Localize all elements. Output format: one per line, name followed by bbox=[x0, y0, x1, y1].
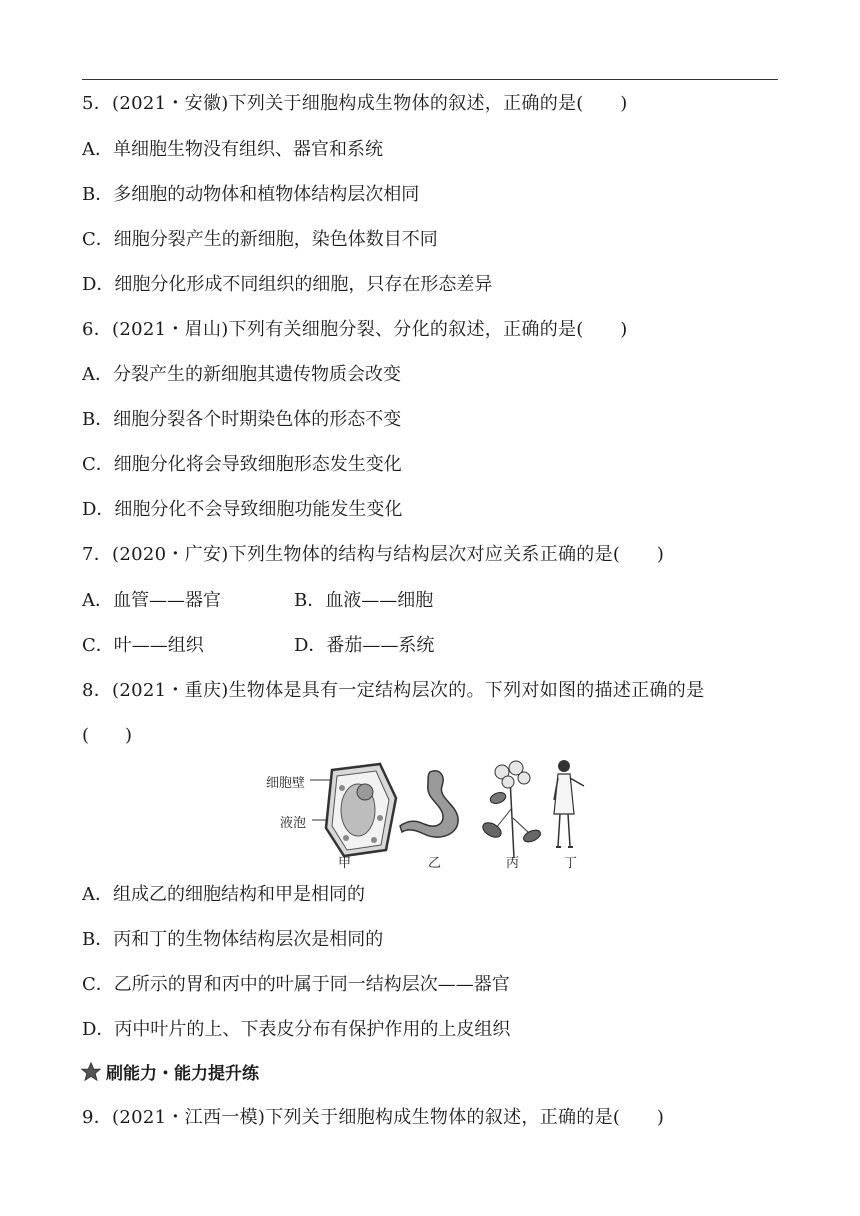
label-cell-wall: 细胞壁 bbox=[266, 776, 306, 791]
caption-bing: 丙 bbox=[506, 856, 520, 871]
q7-option-d: D．番茄——系统 bbox=[294, 635, 435, 656]
q5-stem: 5．(2021・安徽)下列关于细胞构成生物体的叙述，正确的是( ) bbox=[82, 93, 628, 114]
section-header bbox=[80, 1059, 259, 1084]
q7-option-b: B．血液——细胞 bbox=[294, 590, 434, 611]
top-rule bbox=[82, 79, 778, 80]
q7-stem: 7．(2020・广安)下列生物体的结构与结构层次对应关系正确的是( ) bbox=[82, 544, 665, 565]
q5-option-d: D．细胞分化形成不同组织的细胞，只存在形态差异 bbox=[82, 274, 493, 295]
q8-option-d: D．丙中叶片的上、下表皮分布有保护作用的上皮组织 bbox=[82, 1019, 511, 1040]
q8-option-a: A．组成乙的细胞结构和甲是相同的 bbox=[82, 884, 365, 905]
q5-option-c: C．细胞分裂产生的新细胞，染色体数目不同 bbox=[82, 229, 438, 250]
q6-stem: 6．(2021・眉山)下列有关细胞分裂、分化的叙述，正确的是( ) bbox=[82, 319, 628, 340]
q8-stem-cont: ( ) bbox=[82, 725, 133, 746]
label-vacuole: 液泡 bbox=[280, 816, 307, 831]
person-icon bbox=[554, 760, 584, 847]
q6-option-d: D．细胞分化不会导致细胞功能发生变化 bbox=[82, 499, 403, 520]
q8-option-b: B．丙和丁的生物体结构层次是相同的 bbox=[82, 929, 384, 950]
q8-stem: 8．(2021・重庆)生物体是具有一定结构层次的。下列对如图的描述正确的是 bbox=[82, 680, 705, 701]
caption-yi: 乙 bbox=[428, 856, 442, 871]
q5-option-b: B．多细胞的动物体和植物体结构层次相同 bbox=[82, 184, 420, 205]
caption-jia: 甲 bbox=[338, 856, 352, 871]
q7-row-ab bbox=[82, 589, 434, 613]
star-icon bbox=[80, 1061, 102, 1083]
plant-cell-icon bbox=[310, 764, 396, 856]
caption-ding: 丁 bbox=[564, 856, 578, 871]
q6-option-a: A．分裂产生的新细胞其遗传物质会改变 bbox=[82, 364, 401, 385]
stomach-icon bbox=[400, 771, 458, 837]
q7-option-a: A．血管——器官 bbox=[82, 590, 221, 611]
q9-stem: 9．(2021・江西一模)下列关于细胞构成生物体的叙述，正确的是( ) bbox=[82, 1107, 665, 1128]
q5-option-a: A．单细胞生物没有组织、器官和系统 bbox=[82, 139, 383, 160]
q8-option-c: C．乙所示的胃和丙中的叶属于同一结构层次——器官 bbox=[82, 974, 510, 995]
q6-option-c: C．细胞分化将会导致细胞形态发生变化 bbox=[82, 454, 402, 475]
q7-row-cd bbox=[82, 634, 435, 658]
plant-icon bbox=[480, 761, 542, 858]
q8-figure bbox=[262, 758, 602, 870]
q7-option-c: C．叶——组织 bbox=[82, 635, 204, 656]
section-title: 刷能力・能力提升练 bbox=[106, 1064, 259, 1084]
q6-option-b: B．细胞分裂各个时期染色体的形态不变 bbox=[82, 409, 402, 430]
